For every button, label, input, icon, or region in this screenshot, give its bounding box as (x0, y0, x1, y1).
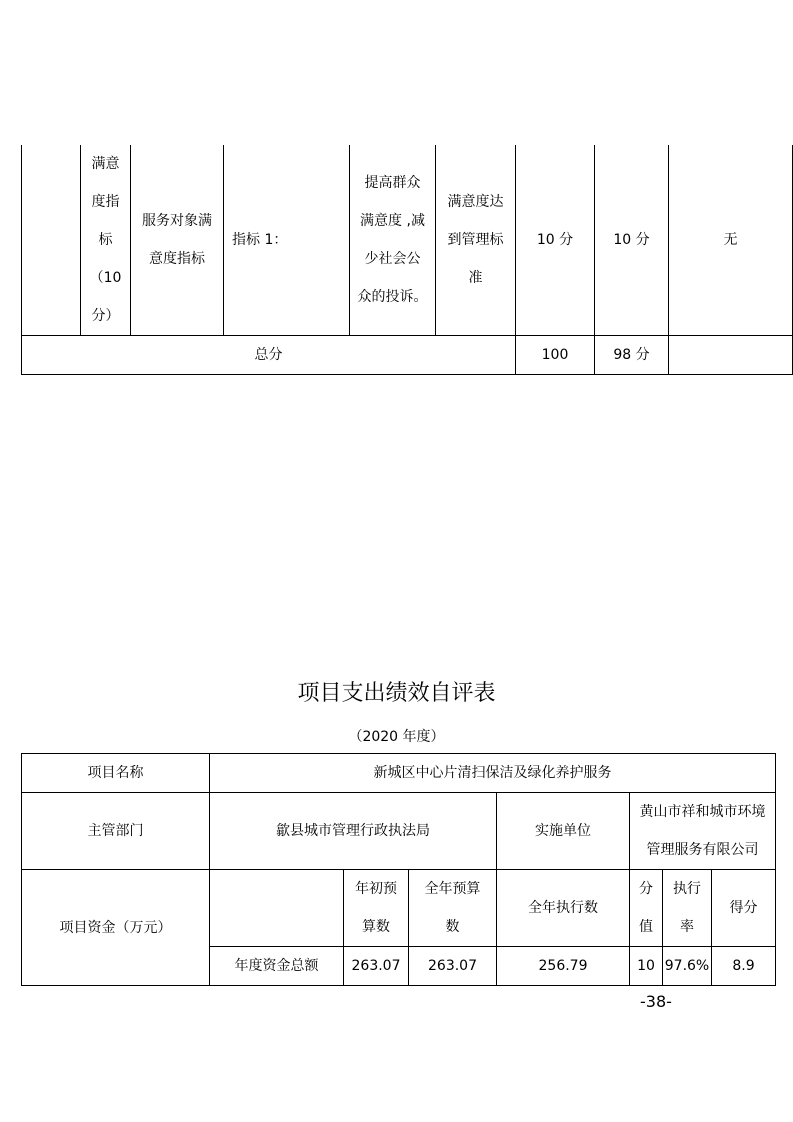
dept-row (22, 793, 776, 870)
header-line: 数 (445, 919, 460, 935)
funds-header-row (22, 870, 776, 947)
total-row (22, 336, 793, 375)
page-subtitle: （2020 年度） (348, 729, 445, 745)
total-score: 98 分 (595, 336, 669, 375)
weight-header (630, 870, 663, 947)
goal-line: 少社会公 (364, 251, 421, 267)
header-line: 执行 (673, 881, 701, 897)
score-header: 得分 (712, 870, 776, 947)
level2-line: 度指 (91, 194, 120, 210)
level2-line: 标 (98, 232, 113, 248)
standard-line: 准 (468, 270, 483, 286)
project-name-row (22, 754, 776, 793)
total-initial: 263.07 (344, 947, 409, 986)
total-executed: 256.79 (497, 947, 630, 986)
total-label: 总分 (22, 336, 516, 375)
total-funds-label: 年度资金总额 (210, 947, 344, 986)
header-line: 分 (639, 881, 653, 897)
initial-header (344, 870, 409, 947)
rate-header (663, 870, 712, 947)
project-name-label: 项目名称 (22, 754, 210, 793)
level2-line: 分） (91, 308, 120, 324)
total-score-value: 8.9 (712, 947, 776, 986)
header-line: 全年预算 (424, 881, 481, 897)
header-line: 率 (680, 919, 694, 935)
executed-header: 全年执行数 (497, 870, 630, 947)
dept-label: 主管部门 (22, 793, 210, 870)
indicator-cell: 指标 1： (224, 145, 350, 336)
page-title: 项目支出绩效自评表 (297, 681, 496, 706)
total-note (669, 336, 793, 375)
note-cell: 无 (669, 145, 793, 336)
level3-cell (131, 145, 224, 336)
total-weight-value: 10 (630, 947, 663, 986)
goal-line: 提高群众 (364, 175, 421, 191)
performance-table-continued (21, 145, 793, 375)
goal-cell (350, 145, 436, 336)
level2-cell (81, 145, 131, 336)
level1-cell (22, 145, 81, 336)
weight-cell: 10 分 (516, 145, 595, 336)
self-evaluation-table (21, 753, 776, 986)
level3-line: 意度指标 (149, 251, 205, 267)
project-name-value: 新城区中心片清扫保洁及绿化养护服务 (210, 754, 776, 793)
satisfaction-row (22, 145, 793, 336)
standard-cell (436, 145, 516, 336)
impl-value (630, 793, 776, 870)
impl-label: 实施单位 (497, 793, 630, 870)
page-number: -38- (640, 992, 672, 1011)
level3-line: 服务对象满 (142, 213, 212, 229)
impl-line: 黄山市祥和城市环境 (639, 804, 766, 820)
total-rate: 97.6% (663, 947, 712, 986)
standard-line: 到管理标 (447, 232, 504, 248)
total-annual: 263.07 (409, 947, 497, 986)
level2-line: 满意 (91, 156, 120, 172)
total-weight: 100 (516, 336, 595, 375)
goal-line: 满意度 ,减 (360, 213, 425, 229)
funds-label: 项目资金（万元） (22, 870, 210, 986)
score-cell: 10 分 (595, 145, 669, 336)
header-line: 值 (639, 919, 653, 935)
dept-value: 歙县城市管理行政执法局 (210, 793, 497, 870)
header-line: 年初预 (355, 881, 397, 897)
annual-header (409, 870, 497, 947)
header-line: 算数 (362, 919, 390, 935)
goal-line: 众的投诉。 (357, 289, 428, 305)
funds-blank (210, 870, 344, 947)
impl-line: 管理服务有限公司 (646, 842, 759, 858)
standard-line: 满意度达 (447, 194, 504, 210)
level2-line: （10 (89, 270, 122, 286)
